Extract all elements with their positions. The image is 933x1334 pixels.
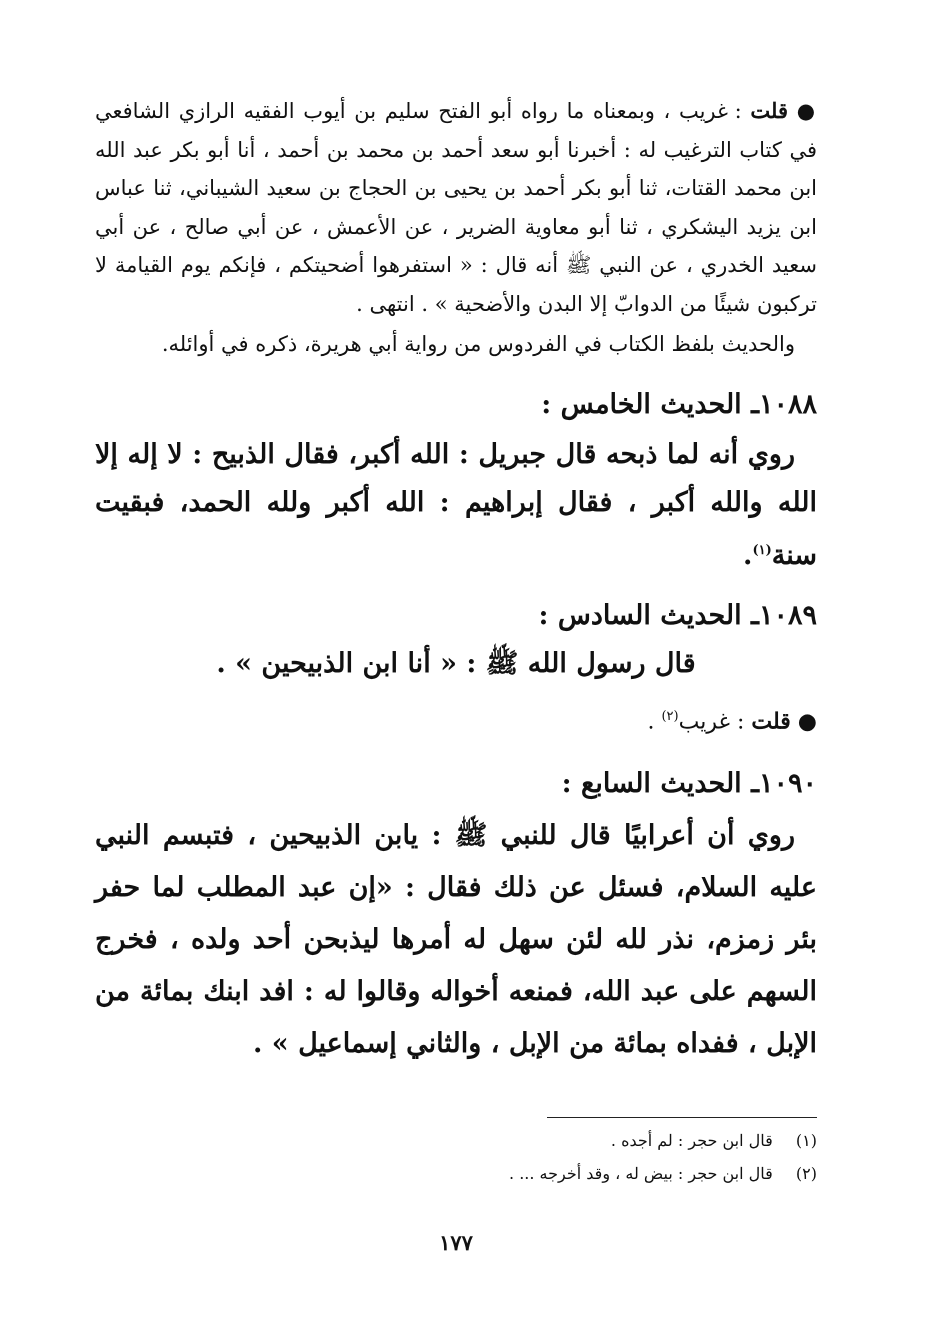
- footnote-ref-1: (١): [752, 543, 772, 558]
- hadith-1088-text: [95, 431, 817, 580]
- page-body: [95, 92, 817, 1292]
- hadith-1089-heading: ١٠٨٩ـ الحديث السادس :: [538, 600, 817, 631]
- footnote-1: [95, 1124, 817, 1157]
- qultu-label: قلت: [751, 708, 791, 735]
- qultu-label: قلت: [750, 98, 789, 123]
- footnote-separator: [547, 1117, 817, 1118]
- hadith-1089-qultu: [95, 698, 817, 742]
- page-number: ١٧٧: [439, 1230, 473, 1255]
- paragraph-firdaws: والحديث بلفظ الكتاب في الفردوس من رواية أبي هريرة، ذكره في أوائله.: [161, 332, 795, 356]
- qultu-end: .: [647, 709, 655, 735]
- hadith-1088-end: .: [743, 540, 753, 571]
- footnote-ref-2: (٢): [661, 709, 679, 724]
- hadith-1090-heading: ١٠٩٠ـ الحديث السابع :: [561, 767, 817, 799]
- footnote-number: (١): [795, 1131, 817, 1150]
- paragraph-qultu: [95, 92, 817, 323]
- hadith-1088-heading: ١٠٨٨ـ الحديث الخامس :: [541, 389, 817, 420]
- qultu-text: : غريب: [678, 709, 745, 735]
- hadith-1089-text: قال رسول الله ﷺ : « أنا ابن الذبيحين » .: [216, 648, 696, 679]
- hadith-1088-body: روي أنه لما ذبحه قال جبريل : الله أكبر، فقال الذبيح : لا إله إلا الله والله أكبر ، فقال إبراهيم : الله أكبر ولله الحمد، فبقيت سنة: [95, 439, 817, 571]
- hadith-1090-text: روي أن أعرابيًا قال للنبي ﷺ : يابن الذبيحين ، فتبسم النبي عليه السلام، فسئل عن ذلك فقال : «إن عبد المطلب لما حفر بئر زمزم، نذر لله لئن سهل له أمرها ليذبحن أحد ولده ، فخرج السهم على عبد الله، فمنعه أخواله وقالوا له : افد ابنك بمائة من الإبل ، ففداه بمائة من الإبل ، والثاني إسماعيل » .: [95, 819, 817, 1059]
- footnote-number: (٢): [795, 1164, 817, 1183]
- bullet-dot: ●: [797, 708, 817, 735]
- footnote-text: قال ابن حجر : لم أجده .: [610, 1131, 773, 1150]
- footnotes: [95, 1124, 817, 1190]
- bullet-dot: ●: [796, 98, 817, 123]
- footnote-2: [95, 1157, 817, 1190]
- paragraph-text: : غريب ، وبمعناه ما رواه أبو الفتح سليم بن أيوب الفقيه الرازي الشافعي في كتاب الترغيب له : أخبرنا أبو سعد أحمد بن محمد بن أحمد ، أنا أبو بكر عبد الله ابن محمد القتات، ثنا أبو بكر أحمد بن يحيى بن الحجاج بن سعيد الشيباني، ثنا عباس ابن يزيد اليشكري ، ثنا أبو معاوية الضرير ، عن الأعمش ، عن أبي صالح ، عن أبي سعيد الخدري ، عن النبي ﷺ أنه قال : « استفرهوا أضحيتكم ، فإنكم يوم القيامة لا تركبون شيئًا من الدوابّ إلا البدن والأضحية » . انتهى .: [95, 99, 817, 316]
- footnote-text: قال ابن حجر : بيض له ، وقد أخرجه ... .: [509, 1164, 773, 1183]
